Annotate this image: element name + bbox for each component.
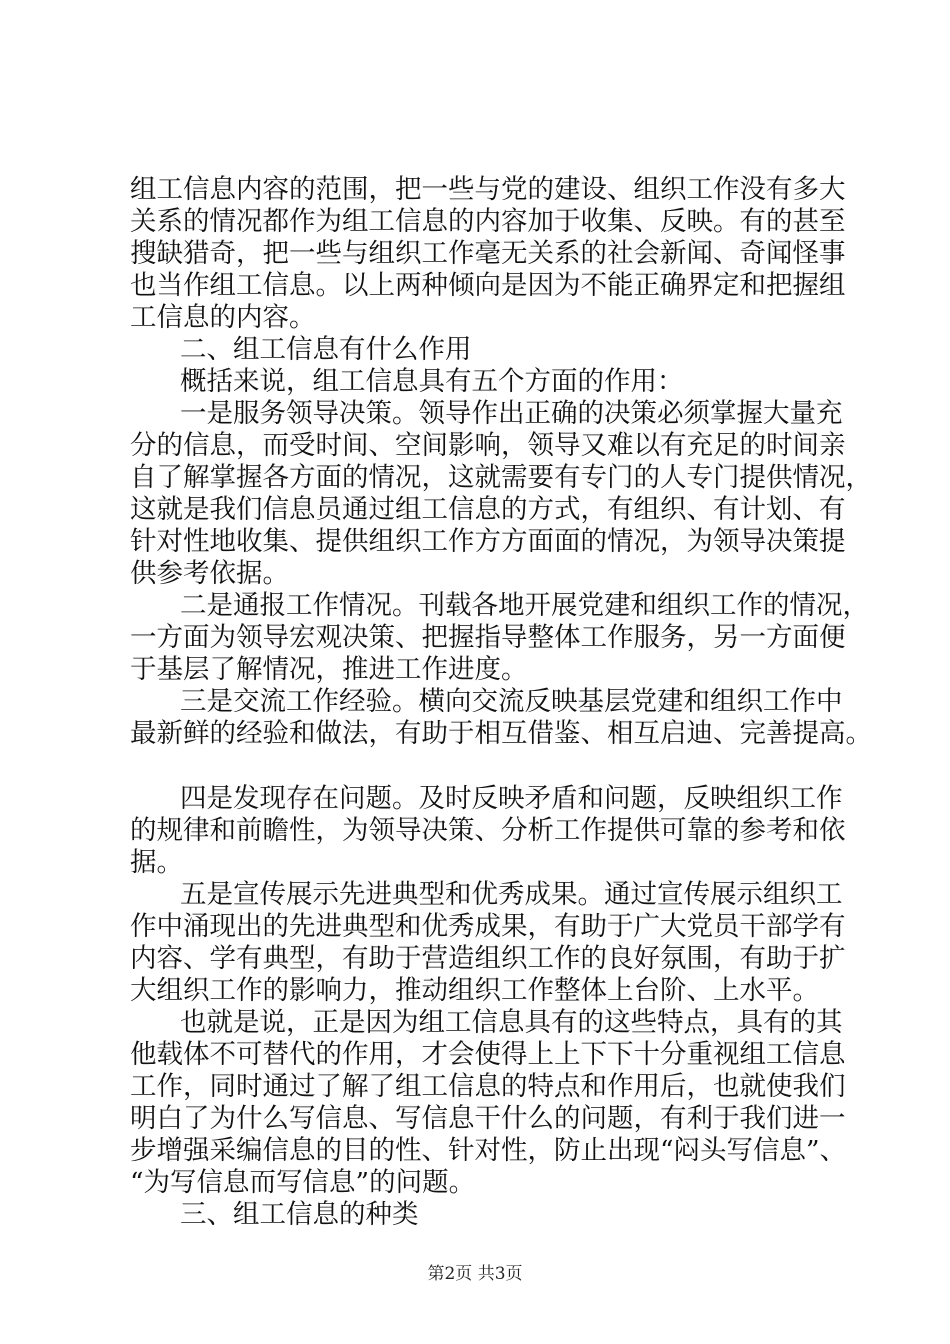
text-line: 三是交流工作经验。横向交流反映基层党建和组织工作中 bbox=[180, 686, 843, 717]
text-line: “为写信息而写信息”的问题。 bbox=[130, 1167, 476, 1198]
text-line: 也当作组工信息。以上两种倾向是因为不能正确界定和把握组 bbox=[130, 270, 846, 301]
text-line: 大组织工作的影响力，推动组织工作整体上台阶、上水平。 bbox=[130, 975, 819, 1006]
text-line: 内容、学有典型，有助于营造组织工作的良好氛围，有助于扩 bbox=[130, 943, 846, 974]
text-line: 也就是说，正是因为组工信息具有的这些特点，具有的其 bbox=[180, 1007, 843, 1038]
text-line: 这就是我们信息员通过组工信息的方式，有组织、有计划、有 bbox=[130, 494, 846, 525]
text-line: 四是发现存在问题。及时反映矛盾和问题，反映组织工作 bbox=[180, 783, 843, 814]
text-line: 搜缺猎奇，把一些与组织工作毫无关系的社会新闻、奇闻怪事 bbox=[130, 238, 846, 269]
text-line: 他载体不可替代的作用，才会使得上上下下十分重视组工信息 bbox=[130, 1039, 846, 1070]
text-line: 明白了为什么写信息、写信息干什么的问题，有利于我们进一 bbox=[130, 1103, 846, 1134]
section-heading: 二、组工信息有什么作用 bbox=[180, 334, 472, 365]
text-line: 作中涌现出的先进典型和优秀成果，有助于广大党员干部学有 bbox=[130, 911, 846, 942]
text-line: 供参考依据。 bbox=[130, 558, 289, 589]
text-line: 二是通报工作情况。刊载各地开展党建和组织工作的情况， bbox=[180, 590, 869, 621]
text-line: 于基层了解情况，推进工作进度。 bbox=[130, 654, 528, 685]
text-line: 步增强采编信息的目的性、针对性，防止出现“闷头写信息”、 bbox=[130, 1135, 847, 1166]
text-line: 针对性地收集、提供组织工作方方面面的情况，为领导决策提 bbox=[130, 526, 846, 557]
text-line: 一是服务领导决策。领导作出正确的决策必须掌握大量充 bbox=[180, 398, 843, 429]
text-line: 的规律和前瞻性，为领导决策、分析工作提供可靠的参考和依 bbox=[130, 815, 846, 846]
text-line: 最新鲜的经验和做法，有助于相互借鉴、相互启迪、完善提高。 bbox=[130, 718, 872, 749]
text-line: 一方面为领导宏观决策、把握指导整体工作服务，另一方面便 bbox=[130, 622, 846, 653]
text-line: 据。 bbox=[130, 847, 183, 878]
text-line: 工作，同时通过了解了组工信息的特点和作用后，也就使我们 bbox=[130, 1071, 846, 1102]
section-heading: 三、组工信息的种类 bbox=[180, 1199, 419, 1230]
text-line: 关系的情况都作为组工信息的内容加于收集、反映。有的甚至 bbox=[130, 206, 846, 237]
text-line: 分的信息，而受时间、空间影响，领导又难以有充足的时间亲 bbox=[130, 430, 846, 461]
text-line: 概括来说，组工信息具有五个方面的作用： bbox=[180, 366, 684, 397]
text-line: 组工信息内容的范围，把一些与党的建设、组织工作没有多大 bbox=[130, 174, 846, 205]
text-line: 工信息的内容。 bbox=[130, 302, 316, 333]
text-line: 自了解掌握各方面的情况，这就需要有专门的人专门提供情况， bbox=[130, 462, 872, 493]
text-line: 五是宣传展示先进典型和优秀成果。通过宣传展示组织工 bbox=[180, 879, 843, 910]
page-footer: 第2页 共3页 bbox=[427, 1264, 523, 1284]
